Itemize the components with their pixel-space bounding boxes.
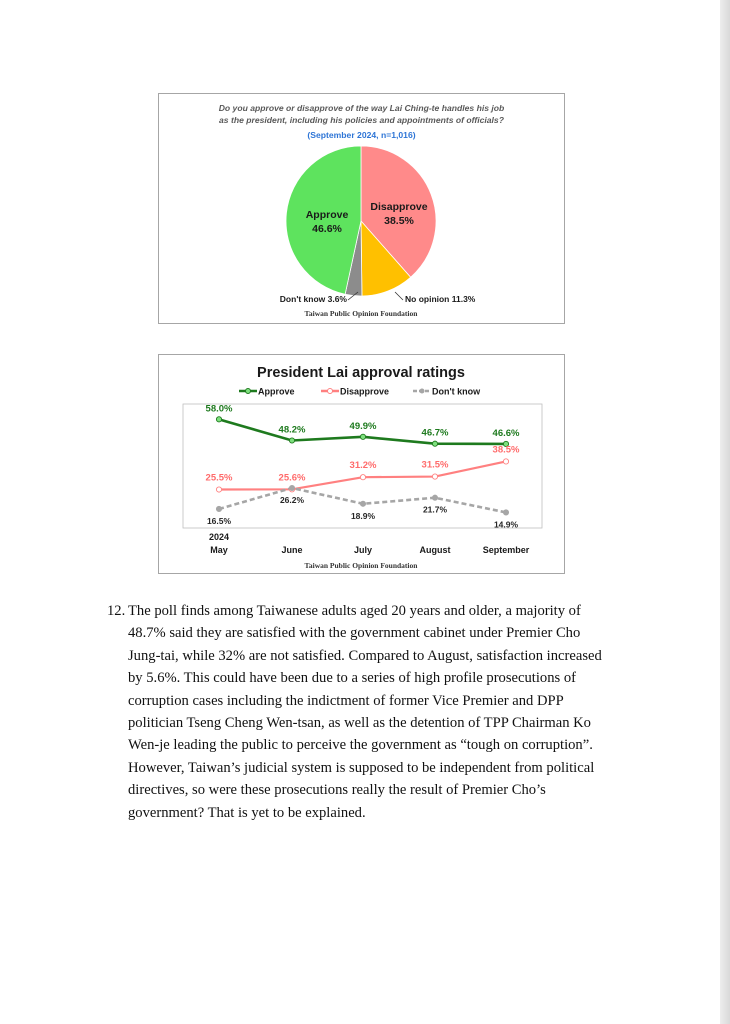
legend-dont-know-marker bbox=[420, 389, 425, 394]
approve-point bbox=[360, 434, 365, 439]
paragraph-line: Wen-je leading the public to perceive the government as “tough on corruption”. bbox=[128, 737, 593, 754]
approve-data-label: 58.0% bbox=[205, 403, 233, 415]
approve-point bbox=[432, 441, 437, 446]
page-edge bbox=[720, 0, 730, 1024]
x-tick-label: July bbox=[353, 545, 373, 555]
dont-know-point bbox=[289, 485, 294, 490]
dont-know-point bbox=[503, 510, 508, 515]
paragraph-line: Jung-tai, while 32% are not satisfied. Compared to August, satisfaction increased bbox=[128, 647, 602, 664]
pie-chart-svg bbox=[159, 94, 564, 323]
disapprove-data-label: 25.6% bbox=[278, 472, 306, 484]
line-chart-svg bbox=[159, 355, 564, 573]
dont-know-data-label: 26.2% bbox=[279, 495, 305, 506]
dont-know-data-label: 16.5% bbox=[206, 515, 232, 526]
disapprove-slice-label: Disapprove bbox=[370, 201, 428, 213]
approve-slice-label: Approve bbox=[305, 209, 349, 221]
line-source: Taiwan Public Opinion Foundation bbox=[304, 561, 418, 570]
paragraph-text bbox=[128, 600, 617, 824]
pie-question-line-1: Do you approve or disapprove of the way Lai Ching-te handles his job bbox=[218, 103, 505, 113]
legend-disapprove-marker bbox=[328, 389, 333, 394]
disapprove-point bbox=[432, 474, 437, 479]
pie-source: Taiwan Public Opinion Foundation bbox=[304, 309, 418, 318]
x-tick-label: August bbox=[419, 545, 451, 555]
dont-know-point bbox=[216, 506, 221, 511]
paragraph-line: by 5.6%. This could have been due to a series of high profile prosecutions of bbox=[128, 670, 576, 687]
disapprove-point bbox=[503, 459, 508, 464]
line-chart-figure bbox=[158, 354, 565, 574]
paragraph-line: 48.7% said they are satisfied with the government cabinet under Premier Cho bbox=[128, 625, 581, 642]
approve-data-label: 49.9% bbox=[349, 420, 377, 432]
item-number: 12. bbox=[107, 603, 126, 619]
x-tick-label: May bbox=[210, 545, 228, 555]
approve-point bbox=[289, 438, 294, 443]
legend-approve-marker bbox=[246, 389, 251, 394]
dont-know-data-label: 14.9% bbox=[493, 519, 519, 530]
dont-know-label: Don't know 3.6% bbox=[279, 294, 347, 304]
disapprove-point bbox=[216, 487, 221, 492]
paragraph-line: directives, so were these prosecutions really the result of Premier Cho’s bbox=[128, 782, 546, 799]
no-opinion-label: No opinion 11.3% bbox=[405, 294, 476, 304]
x-tick-label: September bbox=[482, 545, 530, 555]
approve-point bbox=[216, 417, 221, 422]
dont-know-line bbox=[219, 488, 506, 512]
paragraph-line: government? That is yet to be explained. bbox=[128, 804, 366, 821]
disapprove-data-label: 31.2% bbox=[349, 460, 377, 472]
paragraph-line: The poll finds among Taiwanese adults aged 20 years and older, a majority of bbox=[128, 603, 581, 619]
paragraph-line: corruption cases including the indictment of former Vice Premier and DPP bbox=[128, 692, 564, 709]
disapprove-data-label: 31.5% bbox=[421, 459, 449, 471]
paragraph-line: However, Taiwan’s judicial system is supposed to be independent from political bbox=[128, 759, 595, 776]
legend-approve-label: Approve bbox=[258, 386, 295, 397]
disapprove-data-label: 25.5% bbox=[205, 472, 233, 484]
approve-data-label: 48.2% bbox=[278, 424, 306, 436]
dont-know-point bbox=[432, 495, 437, 500]
x-tick-label: June bbox=[281, 545, 303, 555]
pie-question-line-2: as the president, including his policies and appointments of officials? bbox=[219, 115, 504, 125]
approve-data-label: 46.6% bbox=[492, 427, 520, 439]
legend-disapprove-label: Disapprove bbox=[340, 386, 390, 397]
line-chart-legend bbox=[239, 387, 481, 397]
disapprove-data-label: 38.5% bbox=[492, 444, 520, 456]
disapprove-point bbox=[360, 475, 365, 480]
dont-know-data-label: 18.9% bbox=[350, 510, 376, 521]
no-opinion-leader-line bbox=[395, 292, 403, 300]
year-label: 2024 bbox=[208, 532, 230, 542]
paragraph-line: politician Tseng Cheng Wen-tsan, as well as the detention of TPP Chairman Ko bbox=[128, 715, 591, 732]
pie-subtitle: (September 2024, n=1,016) bbox=[307, 130, 416, 140]
approve-slice-value: 46.6% bbox=[312, 223, 342, 235]
line-chart-title: President Lai approval ratings bbox=[257, 365, 465, 381]
disapprove-slice-value: 38.5% bbox=[384, 215, 414, 227]
approve-data-label: 46.7% bbox=[421, 427, 449, 439]
dont-know-data-label: 21.7% bbox=[422, 504, 448, 515]
pie-chart-figure bbox=[158, 93, 565, 324]
dont-know-point bbox=[360, 501, 365, 506]
legend-dont-know-label: Don't know bbox=[432, 386, 481, 397]
body-paragraph-12 bbox=[107, 600, 617, 824]
